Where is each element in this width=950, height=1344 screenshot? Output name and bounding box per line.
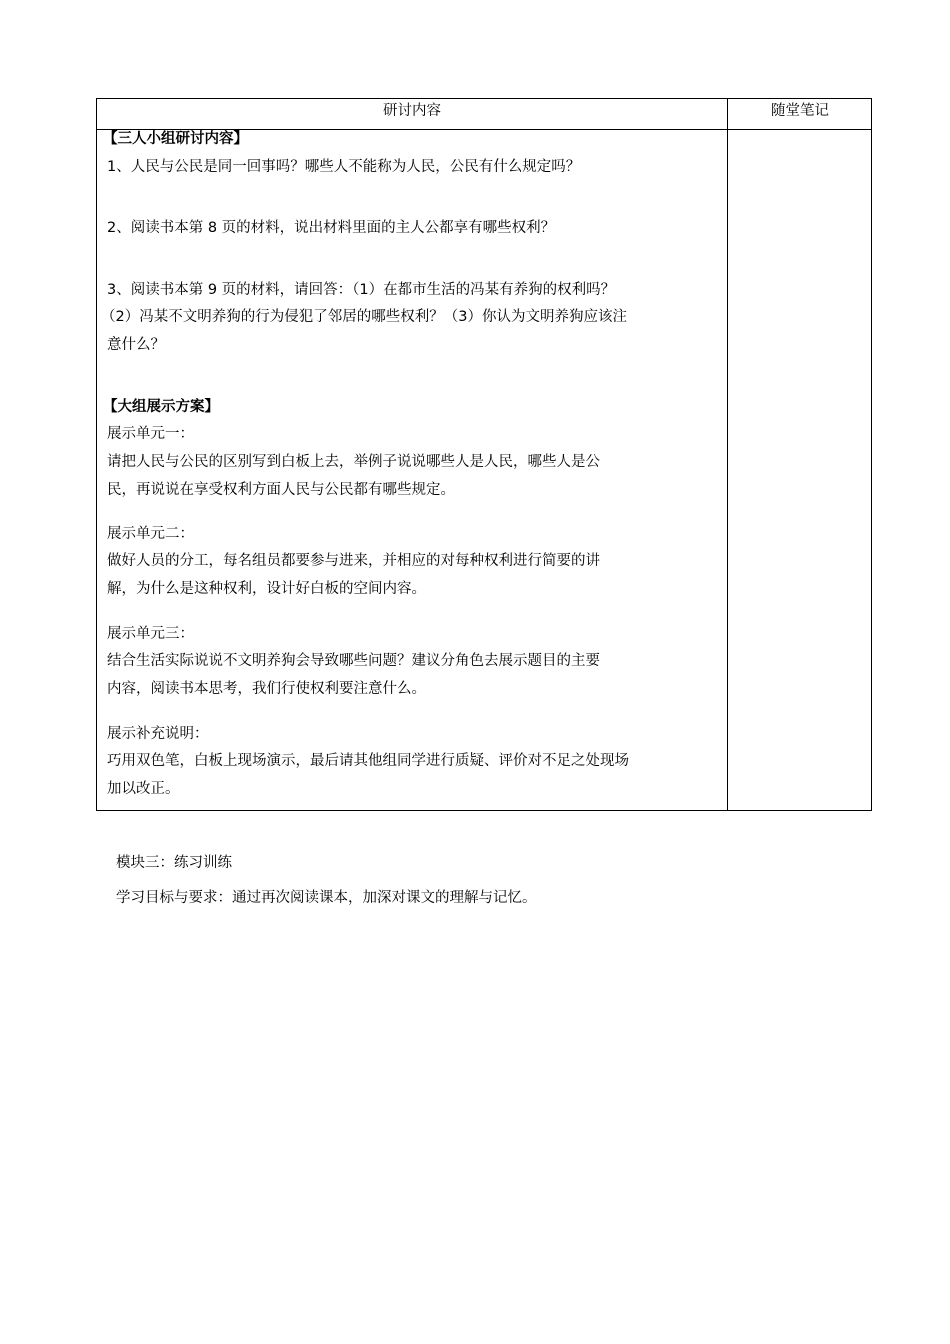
unit-one-title: 展示单元一： xyxy=(107,426,194,442)
header-discussion-content: 研讨内容 xyxy=(383,103,441,119)
unit-one-line-2: 民，再说说在享受权利方面人民与公民都有哪些规定。 xyxy=(107,482,455,498)
column-divider xyxy=(727,99,728,810)
unit-three-line-2: 内容，阅读书本思考，我们行使权利要注意什么。 xyxy=(107,681,426,697)
module-three-title: 模块三：练习训练 xyxy=(116,855,232,871)
question-2: 2、阅读书本第 8 页的材料，说出材料里面的主人公都享有哪些权利？ xyxy=(107,220,556,236)
module-three-goal: 学习目标与要求：通过再次阅读课本，加深对课文的理解与记忆。 xyxy=(116,890,537,906)
study-table xyxy=(96,98,872,811)
unit-one-line-1: 请把人民与公民的区别写到白板上去，举例子说说哪些人是人民，哪些人是公 xyxy=(107,454,600,470)
unit-two-title: 展示单元二： xyxy=(107,526,194,542)
unit-three-title: 展示单元三： xyxy=(107,626,194,642)
question-3-line-3: 意什么？ xyxy=(107,337,165,353)
header-class-notes: 随堂笔记 xyxy=(771,103,829,119)
supplement-line-1: 巧用双色笔，白板上现场演示，最后请其他组同学进行质疑、评价对不足之处现场 xyxy=(107,753,629,769)
question-3-line-1: 3、阅读书本第 9 页的材料，请回答：（1）在都市生活的冯某有养狗的权利吗？ xyxy=(107,282,616,298)
unit-three-line-1: 结合生活实际说说不文明养狗会导致哪些问题？建议分角色去展示题目的主要 xyxy=(107,653,600,669)
question-1: 1、人民与公民是同一回事吗？哪些人不能称为人民，公民有什么规定吗？ xyxy=(107,159,581,175)
question-3-line-2: （2）冯某不文明养狗的行为侵犯了邻居的哪些权利？（3）你认为文明养狗应该注 xyxy=(101,309,627,325)
section-three-person-group: 【三人小组研讨内容】 xyxy=(103,131,248,147)
supplement-line-2: 加以改正。 xyxy=(107,781,180,797)
supplement-title: 展示补充说明： xyxy=(107,726,209,742)
section-large-group-plan: 【大组展示方案】 xyxy=(103,399,219,415)
unit-two-line-1: 做好人员的分工，每名组员都要参与进来，并相应的对每种权利进行简要的讲 xyxy=(107,553,600,569)
unit-two-line-2: 解，为什么是这种权利，设计好白板的空间内容。 xyxy=(107,581,426,597)
